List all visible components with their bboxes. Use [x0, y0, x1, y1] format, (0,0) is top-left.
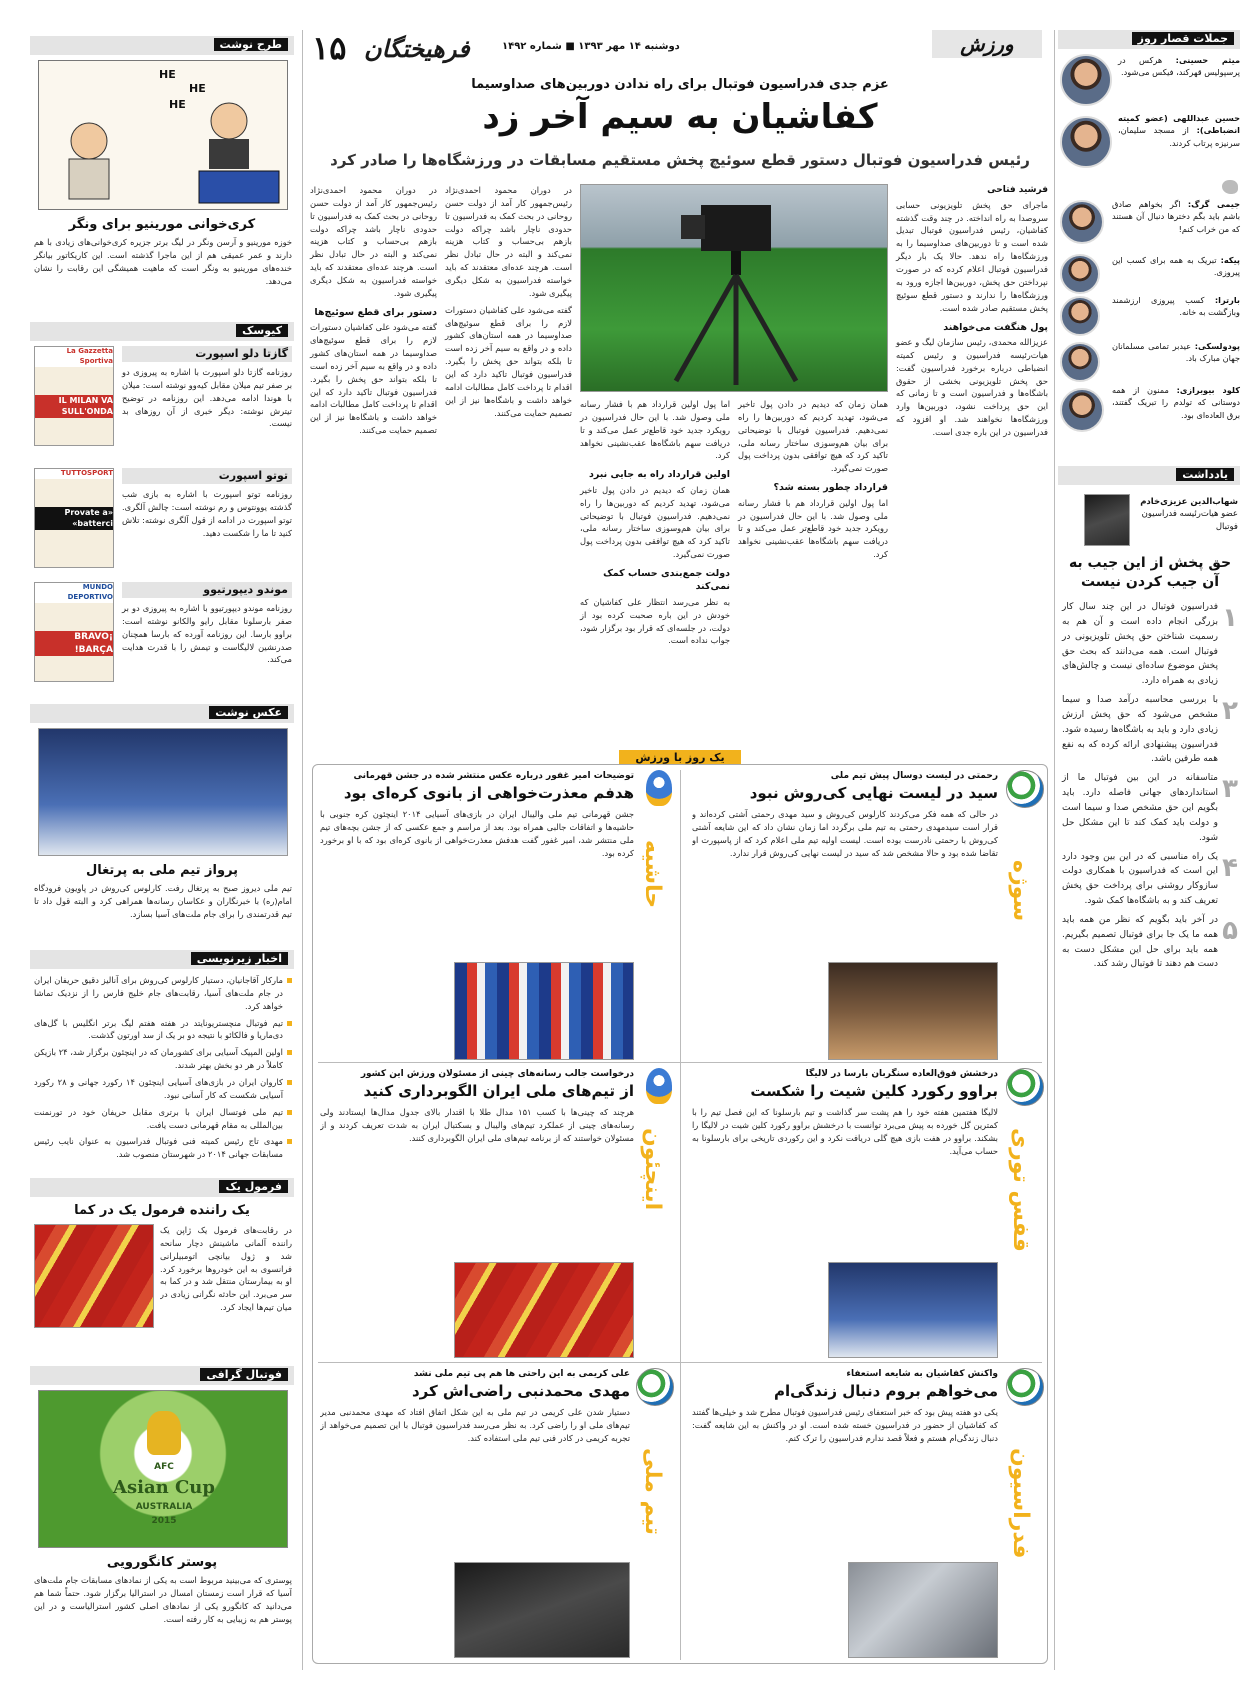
main-paragraph: همان زمان که دیدیم در دادن پول تاخیر می‌شود، تهدید کردیم که دوربین‌ها را راه نمی‌دهیم. فدراسیون فوتبال با توضیحاتی برای بیان هم‌وسوزی ساختار رسانه ملی، تاکید کرد که هیچ توافقی بدون پرداخت پول صورت نمی‌گیرد. — [738, 399, 888, 474]
byline: فرشید فتاحی — [987, 185, 1048, 195]
bottom-header-label: یک روز با ورزش — [619, 750, 740, 765]
poster-line: Asian Cup — [113, 1477, 215, 1498]
newspaper-cover — [34, 582, 114, 682]
story-teammelli — [318, 1368, 676, 1658]
divider — [302, 30, 303, 1670]
cover-headline: «Provate a batterci» — [35, 507, 113, 530]
cover-headline: IL MILAN VA SULL'ONDA — [35, 395, 113, 418]
kiosk-body: روزنامه توتو اسپورت با اشاره به بازی شب گذشته یوونتوس و رم نوشته است: چالش آلگری. توتو اسپورت در ادامه از قول آلگری نوشته: تلاش کنید تا ما را شکست دهید. — [122, 489, 292, 538]
story-photo — [454, 1262, 634, 1358]
divider — [318, 1062, 1042, 1063]
story-title: از تیم‌های ملی ایران الگوبرداری کنید — [363, 1081, 634, 1100]
masthead — [312, 30, 1042, 68]
photo-title: پرواز تیم ملی به پرتغال — [85, 863, 239, 878]
story-photo — [848, 1562, 998, 1658]
story-title: مهدی محمدنبی راضی‌اش کرد — [411, 1381, 630, 1400]
graphic-header — [30, 1366, 294, 1385]
f1-title: یک راننده فرمول یک در کما — [74, 1203, 250, 1218]
avatar — [1060, 254, 1100, 294]
poster-line: AUSTRALIA — [135, 1502, 193, 1512]
note-paragraph: با بررسی محاسبه درآمد صدا و سیما مشخص می‌شود که حق پخش ارزش زیادی دارد و باید به باشگاه‌ها رسیده شود. فدراسیون پیشنهادی ارائه کرده که به نفع همه طرفین باشد. — [1062, 695, 1218, 765]
avatar — [1060, 342, 1100, 382]
main-paragraph: گفته می‌شود علی کفاشیان دستورات لازم را برای قطع سوئیچ‌های صداوسیما در همه استان‌های کشور داده و در واقع به سیم آخر زده است تا بلکه بتواند حق پخش را بگیرد. فدراسیون فوتبال تاکید دارد که این اقدام تا پرداخت کامل مطالبات ادامه خواهد داشت و باشگاه‌ها نیز از این تصمیم حمایت می‌کنند. — [310, 322, 437, 436]
main-photo — [580, 184, 888, 392]
section-label: حاشیه — [640, 840, 665, 909]
mascot-icon — [646, 770, 672, 806]
story-photo — [828, 1262, 998, 1358]
quote-item — [1118, 54, 1240, 79]
quote-name: بارترا: — [1214, 295, 1240, 305]
newspaper-logo: فرهیختگان — [364, 34, 470, 63]
f1-body: در رقابت‌های فرمول یک ژاپن یک راننده آلمانی ماشینش دچار سانحه شد و ژول بیانچی اتومبیلرانی فرانسوی به این خودروها برخورد کرد. او به بیمارستان منتقل شد و در کما به سر می‌برد. این حادثه نگرانی زیادی در میان تیم‌ها ایجاد کرد. — [160, 1225, 292, 1313]
poster-line: 2015 — [151, 1516, 177, 1526]
quotes-top — [1060, 54, 1240, 176]
note-author-photo — [1084, 494, 1130, 546]
date-issue: دوشنبه ۱۴ مهر ۱۳۹۳ ■ شماره ۱۴۹۲ — [502, 41, 680, 52]
main-col-3 — [310, 184, 572, 437]
cartoon-body: خوزه مورینیو و آرسن ونگر در لیگ برتر جزیره کری‌خوانی‌های زیادی با هم دارند و عمر عمیقی هم از این ماجرا گذشته است. این کاریکاتور بیانگر خنده‌های مورینیو به ونگر است که ماهیت همیشگی این رقابت را نشان می‌دهد. — [34, 237, 292, 286]
main-subhead: اولین قرارداد راه به جایی نبرد — [588, 469, 730, 481]
kiosk-name: گازتا دلو اسپورت — [122, 346, 292, 362]
quote-item — [1112, 254, 1240, 279]
photo-header — [30, 704, 294, 723]
story-sooje — [688, 770, 1044, 1058]
ticker-item: تیم فوتبال منچستریونایتد در هفته هفتم لیگ برتر انگلیس با گل‌های دی‌ماریا و فالکائو با نتیجه دو بر یک از سد اورتون گذشت. — [34, 1017, 292, 1043]
main-title: کفاشیان به سیم آخر زد — [482, 97, 878, 137]
cartoon-drawing — [39, 61, 289, 211]
quote-text: کسب پیروزی ارزشمند وبازگشت به خانه. — [1112, 295, 1240, 318]
quote-name: حسین عبداللهی (عضو کمیته انضباطی): — [1118, 113, 1240, 136]
story-body: جشن قهرمانی تیم ملی والیبال ایران در بازی‌های آسیایی ۲۰۱۴ اینچئون کره جنوبی با حاشیه‌ها و اتفاقات جالبی همراه بود. بعد از مراسم و جمع عکسی که از جشن بچه‌های تیم ملی منتشر شد، امیر غفور گفت هدفش معذرت‌خواهی از بانوی کره‌ای بود که با او برخورد کرده بود. — [320, 809, 634, 858]
story-incheon — [318, 1068, 676, 1358]
story-body: در حالی که همه فکر می‌کردند کارلوس کی‌روش و سید مهدی رحمتی آشتی کرده‌اند و قرار است سیدمهدی رحمتی به تیم ملی برگردد اما زمان نشان داد که این شایعه آشتی کی‌روش با رحمتی نادرست بوده است. لیست اولیه تیم ملی اعلام کرد که از پاسپورت او تقاضا شده بود و حالا مشخص شد که سید در لیست نهایی کی‌روش قرار ندارد. — [692, 809, 998, 858]
main-paragraph: اما پول اولین قرارداد هم با فشار رسانه ملی وصول شد. با این حال فدراسیون در رویکرد جدید خود قاطع‌تر عمل می‌کند و تا دریافت سهم باشگاه‌ها عقب‌نشینی نخواهد کرد. — [580, 399, 730, 461]
ticker-item: کاروان ایران در بازی‌های آسیایی اینچئون ۱۴ رکورد جهانی و ۲۸ رکورد آسیایی شکست که کار آسانی نبود. — [34, 1076, 292, 1102]
story-title: هدفم معذرت‌خواهی از بانوی کره‌ای بود — [343, 783, 634, 802]
ticker-item: مارکار آقاجانیان، دستیار کارلوس کی‌روش برای آنالیز دقیق حریفان ایران در جام ملت‌های آسیا، رقابت‌های جام خلیج فارس را از نزدیک تماشا خواهد کرد. — [34, 974, 292, 1013]
story-body: دستیار شدن علی کریمی در تیم ملی به این شکل اتفاق افتاد که مهدی محمدنبی مدیر تیم‌های ملی او را راضی کرد. به نظر می‌رسد فدراسیون فوتبال با این تصمیم می‌خواهد از تجربه کریمی در کادر فنی تیم ملی استفاده کند. — [320, 1407, 630, 1443]
cartoon-image — [38, 60, 288, 210]
kiosk-item — [34, 346, 292, 456]
note-paragraph: متاسفانه در این بین فوتبال ما از استانداردهای جهانی فاصله دارد. باید بگویم این حق مشخص صدا و سیما است و دولت باید کمک کند تا این مشکل حل شود. — [1062, 773, 1218, 843]
main-paragraph: گفته می‌شود علی کفاشیان دستورات لازم را برای قطع سوئیچ‌های صداوسیما در همه استان‌های کشور داده و در واقع به سیم آخر زده است تا بلکه بتواند حق پخش را بگیرد. فدراسیون فوتبال تاکید دارد که این اقدام تا پرداخت کامل مطالبات ادامه خواهد داشت و باشگاه‌ها نیز از این تصمیم حمایت می‌کنند. — [445, 304, 572, 418]
main-paragraph: به نظر می‌رسد انتظار علی کفاشیان که خودش در این باره صحبت کرده بود از دولت، در جلسه‌ای که قرار بود برگزار شود، جواب نداده است. — [580, 596, 730, 646]
note-number: ۴ — [1222, 852, 1238, 883]
main-subhead: قرارداد چطور بسته شد؟ — [773, 482, 888, 494]
quote-item — [1112, 384, 1240, 421]
main-paragraph: ماجرای حق پخش تلویزیونی حسابی سروصدا به راه انداخته. در چند وقت گذشته کفاشیان، رئیس فدراسیون فوتبال تبدیل شده است و تا دوربین‌های صداوسیما را به ورزشگاه‌ها راه ندهد. حالا یک بار دیگر فدراسیون فوتبال اعلام کرده که در صورت نپرداختن حق پخش، دوربین‌ها اجازه ورود به ورزشگاه‌ها را ندارند و دستور قطع سوئیچ پخش مستقیم صادر شده است. — [896, 199, 1048, 313]
section-label: فدراسیون — [1008, 1448, 1033, 1559]
kiosk-body: روزنامه گازتا دلو اسپورت با اشاره به پیروزی دو بر صفر تیم میلان مقابل کیه‌وو نوشته است: میلان با هوندا ادامه می‌دهد. این روزنامه در توضیح تیترش نوشته: دیگر خبری از آن روزهای بد نیست. — [122, 367, 292, 429]
story-kicker: درخواست جالب رسانه‌های چینی از مسئولان ورزش این کشور — [360, 1069, 634, 1079]
quote-item — [1112, 340, 1240, 365]
main-paragraph: در دوران محمود احمدی‌نژاد رئیس‌جمهور کار آمد از دولت حسن روحانی در بحث کمک به فدراسیون تا حدودی ناچار باشد چراکه دولت بازهم بی‌حساب و کتاب هزینه نمی‌کند و البته در حال تبادل نظر است. هرچند عده‌ای معتقدند که باید خواسته فدراسیون به شکل دیگری پیگیری شود. — [445, 185, 572, 298]
story-body: لالیگا هفتمین هفته خود را هم پشت سر گذاشت و تیم بارسلونا که این فصل تیم را با کمترین گل خورده به پیش می‌برد توانست با درخشش براوو رکورد کلین شیت در لالیگا را بشکند. براوو در هفت بازی هیچ گلی دریافت نکرد و این رکوردی تاریخی برای بارسلونا به حساب می‌آید. — [692, 1107, 998, 1156]
note-paragraph: یک راه مناسبی که در این بین وجود دارد این است که فدراسیون با همکاری دولت سازوکار روشنی برای پرداخت حق پخش تعریف کند و به باشگاه‌ها کمک شود. — [1062, 851, 1218, 907]
quote-name: پیکه: — [1220, 255, 1240, 265]
quotes-header-label: جملات قصار روز — [1132, 32, 1234, 45]
kiosk-body: روزنامه موندو دیپورتیوو با اشاره به پیروزی دو بر صفر بارسلونا مقابل رایو والکانو نوشته است: براوو بارسا. این روزنامه آورده که بارسا همچنان صدرنشین لالیگاست و تیمش را با قدرت هدایت می‌کند. — [122, 603, 292, 665]
main-paragraph: اما پول اولین قرارداد هم با فشار رسانه ملی وصول شد. با این حال فدراسیون در رویکرد جدید خود قاطع‌تر عمل می‌کند و تا دریافت سهم باشگاه‌ها عقب‌نشینی نخواهد کرد. — [738, 497, 888, 560]
cartoon-header-label: طرح نوشت — [214, 38, 288, 51]
story-kicker: علی کریمی به این راحتی ها هم پی تیم ملی نشد — [413, 1369, 630, 1379]
main-subtitle: رئیس فدراسیون فوتبال دستور قطع سوئیچ پخش مستقیم مسابقات در ورزشگاه‌ها را صادر کرد — [330, 151, 1030, 169]
divider — [680, 770, 681, 1660]
ticker-item: اولین المپیک آسیایی برای کشورمان که در اینچئون برگزار شد، ۲۴ بازیکن کاملاً در هر دو بخش بهتر شدند. — [34, 1046, 292, 1072]
ticker-header-label: اخبار زیرنویسی — [191, 952, 288, 965]
camera-icon — [581, 185, 888, 392]
story-photo — [454, 1562, 630, 1658]
quote-text: تبریک به همه برای کسب این پیروزی. — [1112, 255, 1240, 278]
note-title: حق پخش از این جیب به آن جیب کردن نیست — [1068, 555, 1232, 590]
f1-header — [30, 1178, 294, 1197]
section-label: سوژه — [1008, 860, 1033, 922]
ticker-item: مهدی تاج رئیس کمیته فنی فوتبال فدراسیون به عنوان نایب رئیس مسابقات جهانی ۲۰۱۴ در شهرستان منصوب شد. — [34, 1135, 292, 1161]
story-federation — [688, 1368, 1044, 1658]
quote-name: میثم حسینی: — [1175, 55, 1241, 65]
kiosk-name: موندو دیپورتیوو — [122, 582, 292, 598]
graphic-header-label: فوتبال گرافی — [200, 1368, 288, 1381]
asian-cup-poster — [38, 1390, 288, 1548]
kiosk-header-label: کیوسک — [236, 324, 288, 337]
main-kicker: عزم جدی فدراسیون فوتبال برای راه ندادن دوربین‌های صداوسیما — [471, 77, 889, 92]
ball-icon — [1006, 1068, 1044, 1106]
story-kicker: رحمتی در لیست دوسال پیش تیم ملی — [830, 771, 998, 781]
note-number: ۵ — [1222, 915, 1238, 946]
note-body — [1062, 600, 1238, 976]
cartoon-text: HE — [189, 82, 206, 95]
note-paragraph: در آخر باید بگویم که نظر من همه باید همه ما یک جا برای فوتبال تصمیم بگیریم. همه باید برای حل این مشکل دست به دست هم دهند تا فوتبال رشد کند. — [1062, 914, 1218, 970]
note-author-name: شهاب‌الدین عزیزی‌خادم — [1140, 497, 1238, 507]
ticker-header — [30, 950, 294, 969]
avatar — [1060, 388, 1104, 432]
main-paragraph: همان زمان که دیدیم در دادن پول تاخیر می‌شود، تهدید کردیم که دوربین‌ها را راه نمی‌دهیم. فدراسیون فوتبال با توضیحاتی برای بیان هم‌وسوزی ساختار رسانه ملی، تاکید کرد که هیچ توافقی بدون پرداخت پول صورت نمی‌گیرد. — [580, 484, 730, 560]
story-ghafas — [688, 1068, 1044, 1358]
f1-header-label: فرمول یک — [219, 1180, 288, 1193]
quote-name: کلود بیوبرازی: — [1176, 385, 1240, 395]
ball-icon — [1006, 1368, 1044, 1406]
story-hashie — [318, 770, 676, 1058]
kiosk-name: توتو اسپورت — [122, 468, 292, 484]
poster-line: AFC — [154, 1462, 174, 1472]
note-author — [1134, 496, 1238, 533]
club-logo-icon — [1006, 770, 1044, 808]
section-label: قفس توری — [1008, 1128, 1033, 1252]
note-paragraph: فدراسیون فوتبال در این چند سال کار بزرگی انجام داده است و آن هم به رسمیت شناختن حق پخش تلویزیونی در فوتبال است. همه می‌دانند که بحث حق پخش موضوع ساده‌ای نیست و چالش‌های زیادی به همراه دارد. — [1062, 602, 1218, 687]
note-number: ۲ — [1222, 696, 1238, 727]
story-title: می‌خواهم بروم دنبال زندگی‌ام — [774, 1381, 998, 1400]
note-author-desc: عضو هیات‌رئیسه فدراسیون فوتبال — [1141, 509, 1238, 532]
quote-item — [1112, 294, 1240, 319]
quotes-header — [1058, 30, 1240, 49]
cover-headline: ¡BRAVO BARÇA! — [35, 631, 113, 657]
kiosk-header — [30, 322, 294, 341]
quote-text: اگر بخواهم صادق باشم باید بگم دخترها دنبال آن هستند که من خراب کنم! — [1112, 199, 1240, 234]
section-label: اینچئون — [640, 1128, 665, 1211]
f1-photo — [34, 1224, 154, 1328]
story-photo — [454, 962, 634, 1060]
note-header-label: یادداشت — [1176, 468, 1234, 481]
poster-title: پوستر کانگورویی — [106, 1555, 218, 1570]
main-paragraph: در دوران محمود احمدی‌نژاد رئیس‌جمهور کار آمد از دولت حسن روحانی در بحث کمک به فدراسیون تا حدودی ناچار باشد چراکه دولت بازهم بی‌حساب و کتاب هزینه نمی‌کند و البته در حال تبادل نظر است. هرچند عده‌ای معتقدند که باید خواسته فدراسیون به شکل دیگری پیگیری شود. — [310, 185, 437, 298]
mascot-icon — [646, 1068, 672, 1104]
section-label: ورزش — [932, 30, 1042, 58]
quote-text: از مسجد سلیمان، سرنیزه پرتاب کردند. — [1118, 125, 1240, 148]
photo-body: تیم ملی دیروز صبح به پرتغال رفت. کارلوس کی‌روش در پاویون فرودگاه امام(ره) با خبرنگاران و عکاسان رسانه‌ها همراهی کرد و البته قول داد تا تیم قدرتمندی را برای جام ملت‌های آسیا بسازد. — [34, 883, 292, 919]
cover-paper: TUTTOSPORT — [35, 469, 113, 479]
cover-paper: La Gazzetta Sportiva — [35, 347, 113, 367]
avatar — [1060, 200, 1104, 244]
cartoon-header — [30, 36, 294, 55]
story-title: سید در لیست نهایی کی‌روش نبود — [749, 783, 998, 802]
quote-text: عیدبر تمامی مسلمانان جهان مبارک باد. — [1112, 341, 1240, 364]
page-number: ۱۵ — [312, 29, 347, 67]
ball-icon — [636, 1368, 674, 1406]
quotes-tweets — [1060, 198, 1240, 444]
team-photo — [38, 728, 288, 856]
story-body: یکی دو هفته پیش بود که خبر استعفای رئیس فدراسیون فوتبال مطرح شد و خیلی‌ها گفتند که کفاشیان از حضور در فدراسیون خسته شده است. او در واکنش به این شایعه گفت: دنبال زندگی‌ام هستم و فعلاً قصد ندارم فدراسیون را ترک کنم. — [692, 1407, 998, 1443]
note-header — [1058, 466, 1240, 485]
divider — [318, 1362, 1042, 1363]
quote-name: جیمی گرگ: — [1187, 199, 1240, 209]
quote-text: ممنون از همه دوستانی که تولدم را تبریک گفتند، برق العاده‌ای بود. — [1112, 385, 1240, 420]
quote-text: هرکس در پرسپولیس قهرکند، فیکس می‌شود. — [1118, 55, 1240, 78]
main-col-1 — [896, 184, 1048, 439]
kiosk-item — [34, 582, 292, 692]
poster-body: پوستری که می‌بینید مربوط است به یکی از نمادهای مسابقات جام ملت‌های آسیا که قرار است زمستان امسال در استرالیا برگزار شود. حتماً شما هم می‌دانید که کانگورو یکی از نمادهای اصلی کشور استرالیاست و در این پوستر هم به زیبایی به کار رفته است. — [34, 1575, 292, 1624]
ticker-item: تیم ملی فوتسال ایران با برتری مقابل حریفان خود در تورنمنت بین‌المللی به مقام قهرمانی دست یافت. — [34, 1106, 292, 1132]
story-photo — [828, 962, 998, 1060]
story-body: هرچند که چینی‌ها با کسب ۱۵۱ مدال طلا با اقتدار بالای جدول مدال‌ها ایستادند ولی رسانه‌های چینی از عملکرد تیم‌های والیبال و بسکتبال ایران به شدت تعریف کردند و از مسئولان خواستند که از برنامه تیم‌های ملی ایران الگوبرداری کنند. — [320, 1107, 634, 1143]
newspaper-cover — [34, 346, 114, 446]
avatar — [1060, 116, 1112, 168]
kangaroo-icon — [147, 1411, 181, 1455]
divider — [1054, 30, 1055, 1670]
quote-item — [1118, 112, 1240, 149]
story-kicker: واکنش کفاشیان به شایعه استعفاء — [846, 1369, 998, 1379]
ticker-list — [34, 974, 292, 1172]
main-paragraph: عزیزالله محمدی، رئیس سازمان لیگ و عضو هیات‌رئیسه فدراسیون و رئیس کمیته انضباطی درباره برخورد فدراسیون گفت: حق پخش تلویزیونی بخشی از حقوق باشگاه‌ها و فدراسیون است و تا زمانی که این حق پرداخت نشود، دوربین‌ها وارد ورزشگاه‌ها نخواهند شد. او افزود که فدراسیون در این باره جدی است. — [896, 336, 1048, 437]
cover-paper: MUNDO DEPORTIVO — [35, 583, 113, 603]
quote-item — [1112, 198, 1240, 235]
twitter-icon — [1222, 180, 1238, 194]
main-subhead: پول هنگفت می‌خواهند — [943, 321, 1048, 333]
kiosk-item — [34, 468, 292, 578]
cartoon-title: کری‌خوانی مورینیو برای ونگر — [68, 217, 256, 232]
avatar — [1060, 54, 1112, 106]
cartoon-text: HE — [169, 98, 186, 111]
quote-name: پودولسکی: — [1194, 341, 1240, 351]
main-subhead: دولت جمع‌بندی حساب کمک نمی‌کند — [603, 567, 730, 593]
main-col-2 — [580, 398, 888, 647]
cartoon-text: HE — [159, 68, 176, 81]
main-subhead: دستور برای قطع سوئیچ‌ها — [314, 306, 437, 318]
newspaper-cover — [34, 468, 114, 568]
photo-header-label: عکس نوشت — [209, 706, 288, 719]
story-title: براوو رکورد کلین شیت را شکست — [750, 1081, 998, 1100]
note-number: ۳ — [1222, 774, 1238, 805]
note-number: ۱ — [1222, 603, 1238, 633]
story-kicker: درخشش فوق‌العاده سنگربان بارسا در لالیگا — [805, 1069, 998, 1079]
avatar — [1060, 296, 1100, 336]
story-kicker: توضیحات امیر غفور درباره عکس منتشر شده در جشن قهرمانی — [353, 771, 634, 781]
section-label: تیم ملی — [640, 1448, 665, 1536]
